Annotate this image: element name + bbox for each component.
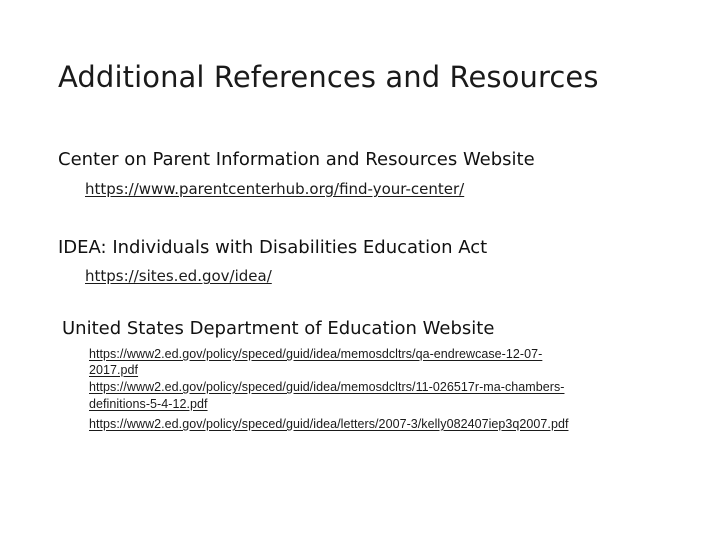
cpir-link[interactable]: https://www.parentcenterhub.org/find-your-center/	[85, 180, 465, 198]
doe-link-chambers-line1[interactable]: https://www2.ed.gov/policy/speced/guid/idea/memosdcltrs/11-026517r-ma-chambers-	[89, 380, 565, 394]
doe-link-endrew-line1[interactable]: https://www2.ed.gov/policy/speced/guid/idea/memosdcltrs/qa-endrewcase-12-07-	[89, 347, 543, 361]
doe-link-endrew-line2[interactable]: 2017.pdf	[89, 363, 139, 377]
slide-title: Additional References and Resources	[58, 60, 599, 94]
doe-link-kelly[interactable]: https://www2.ed.gov/policy/speced/guid/idea/letters/2007-3/kelly082407iep3q2007.pdf	[89, 417, 569, 431]
idea-heading: IDEA: Individuals with Disabilities Education Act	[58, 237, 488, 258]
doe-heading: United States Department of Education Website	[62, 318, 495, 339]
idea-link[interactable]: https://sites.ed.gov/idea/	[85, 267, 272, 285]
doe-link-chambers-line2[interactable]: definitions-5-4-12.pdf	[89, 397, 208, 411]
cpir-heading: Center on Parent Information and Resources Website	[58, 149, 535, 170]
